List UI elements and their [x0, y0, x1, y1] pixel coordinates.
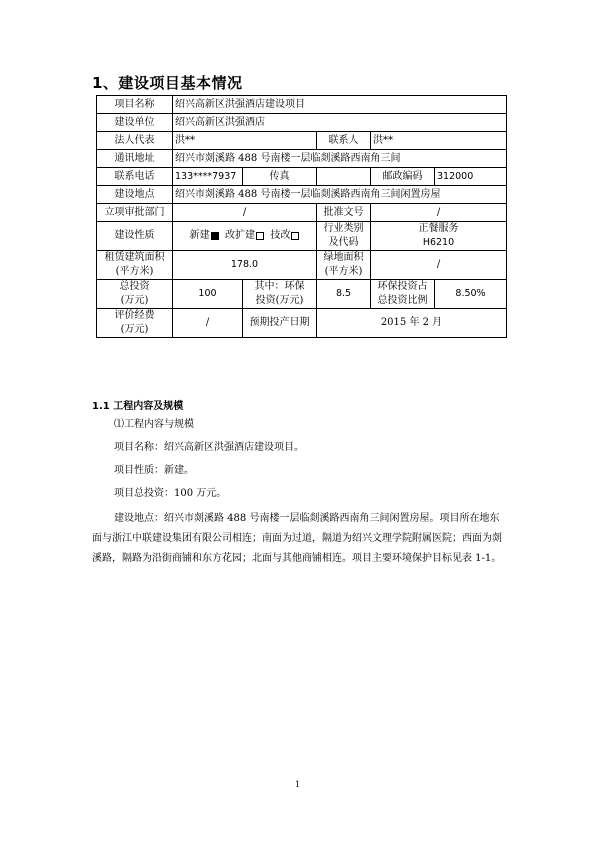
legal-rep-label: 法人代表	[97, 132, 173, 150]
paragraph: ⑴工程内容与规模	[114, 419, 194, 430]
paragraph: 项目总投资：100 万元。	[114, 488, 227, 499]
postcode-label: 邮政编码	[371, 168, 435, 186]
table-row	[97, 204, 507, 222]
approval-no-value: /	[371, 204, 507, 222]
table-row	[97, 186, 507, 204]
area-value: 178.0	[173, 251, 317, 280]
invest-label-line1: 总投资	[119, 281, 150, 292]
nature-tech-label: 技改	[270, 230, 291, 241]
paragraph: 建设地点：绍兴市剡溪路 488 号南楼一层临剡溪路西南角三间闲置房屋。项目所在地东面与浙江中联建设集团有限公司相连；南面为过道，隔道为绍兴文理学院附属医院；西面为剡溪路，隔路为沿街商铺和东方花园；北面与其他商铺相连。项目主要环境保护目标见表 1-1。	[92, 513, 502, 564]
contact-value: 洪**	[371, 132, 507, 150]
invest-label	[97, 280, 173, 309]
ratio-value: 8.50%	[435, 280, 507, 309]
green-value: /	[371, 251, 507, 280]
table-row	[97, 222, 507, 251]
fee-label-line1: 评价经费	[114, 310, 155, 321]
table-row	[97, 251, 507, 280]
date-label: 预期投产日期	[243, 309, 317, 338]
project-name-label: 项目名称	[97, 96, 173, 114]
checked-box-icon	[211, 232, 219, 240]
phone-value: 133****7937	[173, 168, 243, 186]
nature-expand-label: 改扩建	[225, 230, 255, 241]
fax-value	[317, 168, 371, 186]
area-label	[97, 251, 173, 280]
phone-label: 联系电话	[97, 168, 173, 186]
table-row	[97, 150, 507, 168]
industry-code: H6210	[422, 237, 455, 248]
ratio-label-line1: 环保投资占	[377, 281, 428, 292]
green-label	[317, 251, 371, 280]
area-label-line1: 租赁建筑面积	[104, 252, 165, 263]
fax-label: 传真	[243, 168, 317, 186]
legal-rep-value: 洪**	[173, 132, 317, 150]
site-value: 绍兴市剡溪路 488 号南楼一层临剡溪路西南角三间闲置房屋	[173, 186, 507, 204]
table-row	[97, 96, 507, 114]
invest-value: 100	[173, 280, 243, 309]
approval-dept-label: 立项审批部门	[97, 204, 173, 222]
approval-no-label: 批准文号	[317, 204, 371, 222]
table-row	[97, 132, 507, 150]
nature-options	[173, 222, 317, 251]
address-label: 通讯地址	[97, 150, 173, 168]
industry-label-line1: 行业类别	[323, 223, 364, 234]
page-number: 1	[294, 780, 301, 789]
project-info-table	[96, 95, 507, 338]
paragraph: 项目性质：新建。	[114, 465, 194, 476]
industry-value	[371, 222, 507, 251]
env-invest-value: 8.5	[317, 280, 371, 309]
env-invest-label	[243, 280, 317, 309]
postcode-value: 312000	[435, 168, 507, 186]
unchecked-box-icon	[291, 232, 299, 240]
table-row	[97, 309, 507, 338]
ratio-label-line2: 总投资比例	[377, 295, 428, 306]
ratio-label	[371, 280, 435, 309]
industry-name: 正餐服务	[418, 223, 459, 234]
green-label-line2: (平方米)	[324, 266, 363, 277]
table-row	[97, 114, 507, 132]
unit-value: 绍兴高新区洪强酒店	[173, 114, 507, 132]
nature-new-label: 新建	[189, 230, 210, 241]
unchecked-box-icon	[256, 232, 264, 240]
unit-label: 建设单位	[97, 114, 173, 132]
paragraph: 项目名称：绍兴高新区洪强酒店建设项目。	[114, 442, 304, 453]
date-value: 2015 年 2 月	[317, 309, 507, 338]
industry-label-line2: 及代码	[328, 237, 359, 248]
site-label: 建设地点	[97, 186, 173, 204]
address-value: 绍兴市剡溪路 488 号南楼一层临剡溪路西南角三间	[173, 150, 507, 168]
nature-label: 建设性质	[97, 222, 173, 251]
env-invest-label-line2: 投资(万元)	[255, 295, 304, 306]
contact-label: 联系人	[317, 132, 371, 150]
invest-label-line2: (万元)	[120, 295, 149, 306]
area-label-line2: (平方米)	[115, 266, 154, 277]
industry-label	[317, 222, 371, 251]
subsection-title: 1.1 工程内容及规模	[92, 401, 184, 412]
table-row	[97, 168, 507, 186]
green-label-line1: 绿地面积	[323, 252, 364, 263]
fee-label	[97, 309, 173, 338]
table-row	[97, 280, 507, 309]
approval-dept-value: /	[173, 204, 317, 222]
section-heading: 1、建设项目基本情况	[92, 74, 243, 92]
env-invest-label-line1: 其中：环保	[254, 281, 305, 292]
fee-label-line2: (万元)	[120, 324, 149, 335]
project-name-value: 绍兴高新区洪强酒店建设项目	[173, 96, 507, 114]
fee-value: /	[173, 309, 243, 338]
